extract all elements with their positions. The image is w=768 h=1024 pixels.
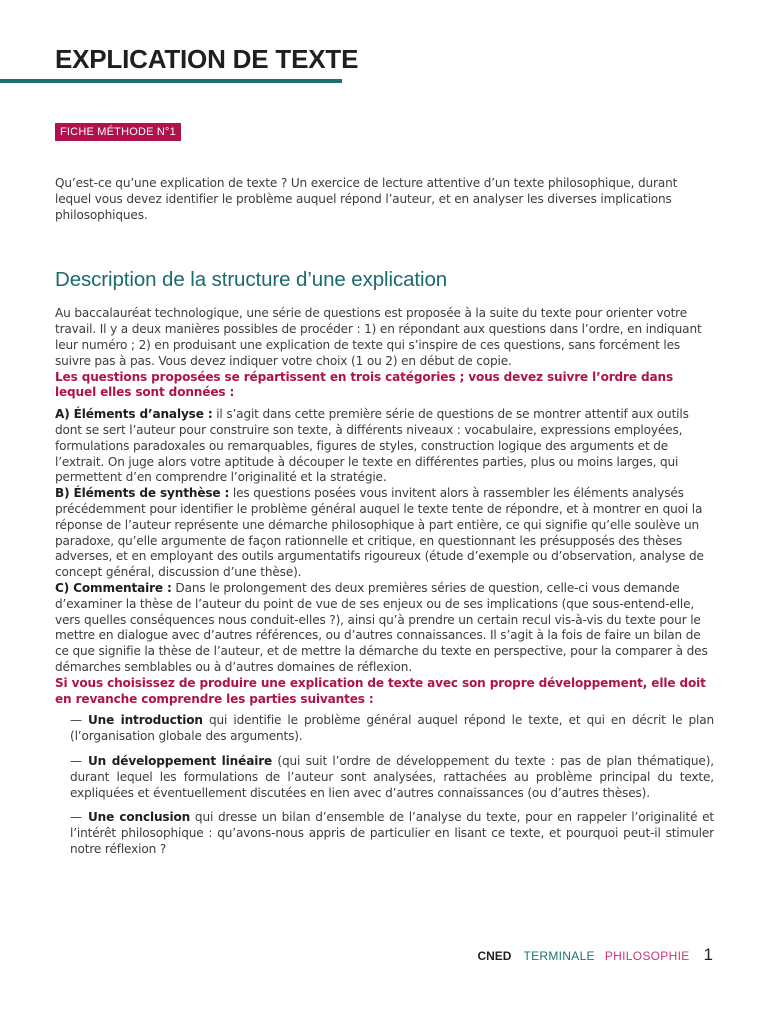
section-heading: Description de la structure d’une explication (55, 268, 448, 292)
page-title: EXPLICATION DE TEXTE (55, 44, 359, 74)
list-item (70, 713, 714, 745)
list-item (70, 754, 714, 801)
structure-paragraph: Au baccalauréat technologique, une série de questions est proposée à la suite du texte pour orienter votre travail. Il y a deux manières possibles de procéder : 1) en répondant aux questions dans l’ordre, en indiquant leur numéro ; 2) en produisant une explication de texte qui s’inspire de ces questions, sans forcément les suivre pas à pas. Vous devez indiquer votre choix (1 ou 2) en début de copie. (55, 306, 702, 368)
footer-subject: PHILOSOPHIE (604, 949, 690, 963)
footer-brand: CNED (477, 949, 512, 963)
category-synthesis (55, 486, 714, 581)
page-number: 1 (703, 945, 713, 964)
page-footer (477, 945, 713, 965)
part-term: Un développement linéaire (87, 753, 273, 768)
list-item (70, 810, 714, 857)
category-term: B) Éléments de synthèse : (55, 486, 230, 501)
category-text: Dans le prolongement des deux premières séries de question, celle-ci vous demande d’examiner la thèse de l’auteur du point de vue de ses enjeux ou de ses implications (que sous-entend-elle, vers quelles conséquences nous conduit-elles ?), ainsi qu’à prendre un certain recul vis-à-vis du texte pour le mettre en dialogue avec d’autres références, ou d’autres connaissances. Il s’agit à la fois de faire un bilan de ce que signifie la thèse de l’auteur, et de mettre la démarche du texte en perspective, pour la comparer à des démarches semblables ou à d’autres domaines de réflexion. (55, 580, 708, 674)
dash-bullet: — (70, 810, 82, 825)
part-text: qui identifie le problème général auquel répond le texte, et qui en décrit le plan (l’organisation globale des arguments). (70, 713, 714, 744)
parts-list (70, 713, 714, 857)
footer-level: TERMINALE (523, 949, 595, 963)
method-badge: FICHE MÉTHODE N°1 (55, 123, 181, 141)
dash-bullet: — (70, 713, 82, 728)
category-commentary (55, 581, 714, 676)
parts-lead: Si vous choisissez de produire une explication de texte avec son propre développement, elle doit en revanche comprendre les parties suivantes : (55, 675, 706, 706)
category-term: A) Éléments d’analyse : (55, 407, 213, 422)
part-text: (qui suit l’ordre de développement du texte : pas de plan thématique), durant lequel les formulations de l’auteur sont analysées, rattachées au problème principal du texte, expliquées et éventuellement discutées en lien avec d’autres connaissances (ou d’autres thèses). (70, 753, 714, 800)
category-term: C) Commentaire : (55, 580, 172, 595)
part-text: qui dresse un bilan d’ensemble de l’analyse du texte, pour en rappeler l’originalité et l’intérêt philosophique : qu’avons-nous appris de particulier en lisant ce texte, et pourquoi peut-il stimuler notre réflexion ? (70, 810, 714, 856)
title-underline (0, 79, 342, 83)
part-term: Une introduction (87, 713, 203, 728)
part-term: Une conclusion (87, 810, 191, 825)
category-text: les questions posées vous invitent alors à rassembler les éléments analysés précédemment pour identifier le problème général auquel le texte tente de répondre, et à montrer en quoi la réponse de l’auteur représente une démarche philosophique à part entière, ce qui signifie qu’elle soulève un paradoxe, qu’elle argumente de façon rationnelle et critique, en questionnant les présupposés des thèses adverses, et en employant des outils argumentatifs rigoureux (étude d’exemple ou d’observation, analyse de concept général, discussion d’une thèse). (55, 486, 704, 580)
dash-bullet: — (70, 753, 82, 768)
intro-paragraph: Qu’est-ce qu’une explication de texte ? Un exercice de lecture attentive d’un texte philosophique, durant lequel vous devez identifier le problème auquel répond l’auteur, et en analyser les diverses implications philosophiques. (55, 176, 678, 222)
category-analysis (55, 407, 714, 486)
main-content (55, 176, 714, 867)
category-text: il s’agit dans cette première série de questions de se montrer attentif aux outils dont se sert l’auteur pour construire son texte, à différents niveaux : vocabulaire, expressions employées, formulations paradoxales ou remarquables, figures de styles, construction logique des arguments et de l’extrait. On juge alors votre aptitude à découper le texte en différentes parties, plus ou moins larges, qui permettent d’en comprendre l’originalité et la stratégie. (55, 407, 689, 485)
categories-lead: Les questions proposées se répartissent en trois catégories ; vous devez suivre l’ordre dans lequel elles sont données : (55, 369, 673, 400)
